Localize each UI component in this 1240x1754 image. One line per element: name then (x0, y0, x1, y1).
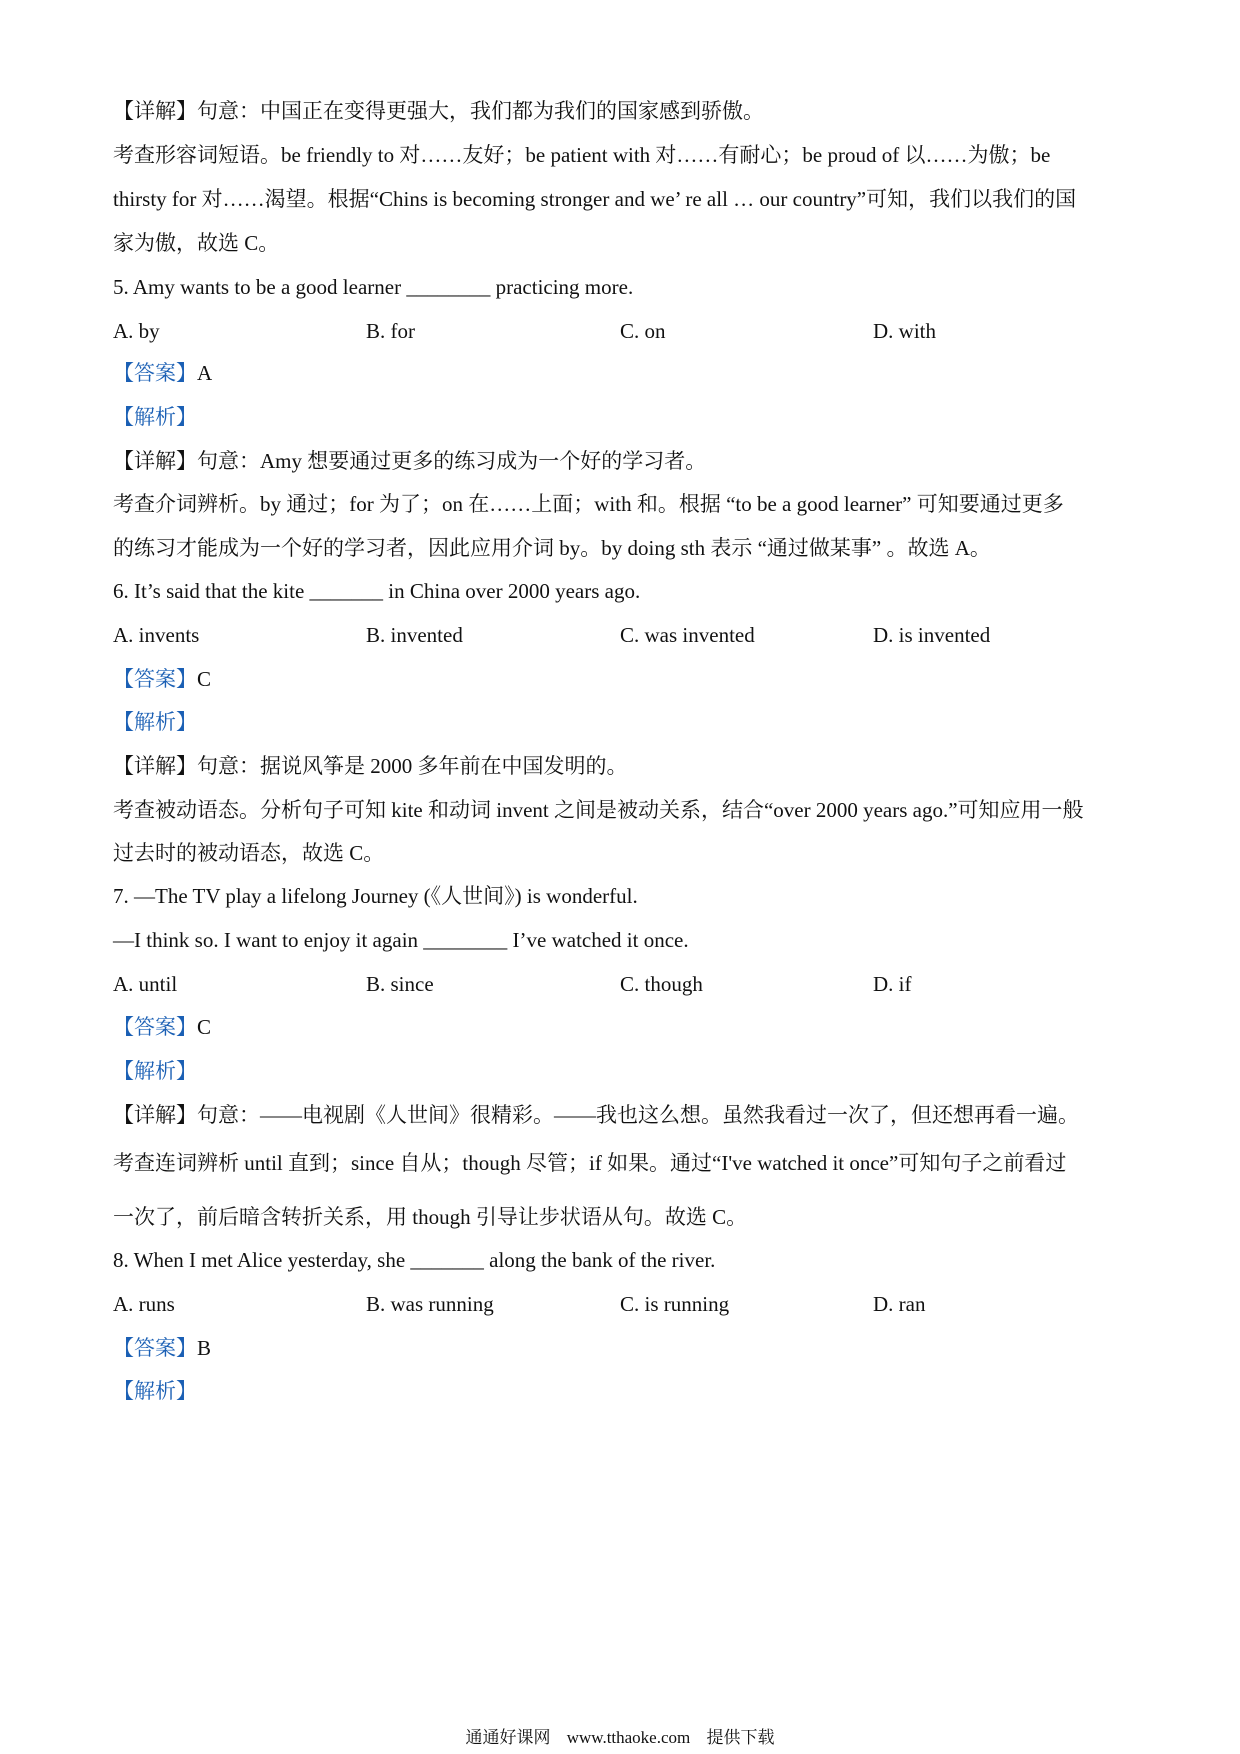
explanation-line: 考查形容词短语。be friendly to 对……友好；be patient with 对……有耐心；be proud of 以……为傲；be (113, 143, 1051, 167)
analysis-label: 【解析】 (113, 710, 197, 734)
option-a: A. runs (113, 1292, 175, 1316)
detail-line: 【详解】句意：——电视剧《人世间》很精彩。——我也这么想。虽然我看过一次了，但还想再看一遍。 (113, 1103, 1079, 1127)
option-a: A. until (113, 972, 178, 996)
option-b: B. since (366, 972, 434, 996)
explanation-line: 考查连词辨析 until 直到；since 自从；though 尽管；if 如果。通过“I've watched it once”可知句子之前看过 (113, 1151, 1067, 1175)
question-6-options (113, 620, 1133, 650)
answer-label: 【答案】 (113, 1336, 197, 1360)
detail-line: 【详解】句意：据说风筝是 2000 多年前在中国发明的。 (113, 754, 628, 778)
explanation-line: thirsty for 对……渴望。根据“Chins is becoming stronger and we’ re all … our country”可知，我们以我们的国 (113, 187, 1077, 211)
explanation-line: 考查介词辨析。by 通过；for 为了；on 在……上面；with 和。根据 “to be a good learner” 可知要通过更多 (113, 492, 1064, 516)
answer-value: C (197, 1015, 212, 1039)
explanation-line: 一次了，前后暗含转折关系，用 though 引导让步状语从句。故选 C。 (113, 1205, 748, 1229)
option-b: B. invented (366, 623, 463, 647)
option-d: D. if (873, 972, 912, 996)
answer-value: A (197, 361, 213, 385)
option-a: A. by (113, 319, 160, 343)
footer-url[interactable]: www.tthaoke.com (566, 1728, 691, 1747)
question-6-stem: 6. It’s said that the kite _______ in China over 2000 years ago. (113, 579, 641, 603)
option-c: C. on (620, 319, 666, 343)
answer-label: 【答案】 (113, 361, 197, 385)
question-8-options (113, 1289, 1133, 1319)
option-a: A. invents (113, 623, 200, 647)
detail-line: 【详解】句意：Amy 想要通过更多的练习成为一个好的学习者。 (113, 449, 707, 473)
answer-line (113, 664, 211, 694)
answer-line (113, 358, 212, 388)
explanation-line: 家为傲，故选 C。 (113, 231, 280, 255)
option-c: C. though (620, 972, 703, 996)
analysis-label: 【解析】 (113, 1059, 197, 1083)
question-7-options (113, 969, 1133, 999)
question-5-stem: 5. Amy wants to be a good learner ________ practicing more. (113, 275, 634, 299)
answer-value: C (197, 667, 212, 691)
analysis-label: 【解析】 (113, 1379, 197, 1403)
footer-note: 提供下载 (706, 1728, 775, 1747)
question-7-stem-reply: —I think so. I want to enjoy it again ________ I’ve watched it once. (113, 928, 689, 952)
answer-label: 【答案】 (113, 1015, 197, 1039)
option-b: B. for (366, 319, 415, 343)
option-d: D. is invented (873, 623, 991, 647)
question-7-stem: 7. —The TV play a lifelong Journey (《人世间》) is wonderful. (113, 884, 638, 908)
answer-line (113, 1333, 211, 1363)
answer-line (113, 1012, 211, 1042)
option-c: C. was invented (620, 623, 755, 647)
question-8-stem: 8. When I met Alice yesterday, she _______ along the bank of the river. (113, 1248, 716, 1272)
answer-label: 【答案】 (113, 667, 197, 691)
question-5-options (113, 316, 1133, 346)
detail-line: 【详解】句意：中国正在变得更强大，我们都为我们的国家感到骄傲。 (113, 99, 764, 123)
answer-value: B (197, 1336, 212, 1360)
footer-site-name: 通通好课网 (465, 1728, 551, 1747)
option-b: B. was running (366, 1292, 494, 1316)
option-d: D. with (873, 319, 936, 343)
option-c: C. is running (620, 1292, 730, 1316)
page-footer (0, 1726, 1240, 1750)
explanation-line: 的练习才能成为一个好的学习者，因此应用介词 by。by doing sth 表示 “通过做某事” 。故选 A。 (113, 536, 991, 560)
explanation-line: 考查被动语态。分析句子可知 kite 和动词 invent 之间是被动关系，结合“over 2000 years ago.”可知应用一般 (113, 798, 1084, 822)
analysis-label: 【解析】 (113, 405, 197, 429)
option-d: D. ran (873, 1292, 926, 1316)
explanation-line: 过去时的被动语态，故选 C。 (113, 841, 385, 865)
